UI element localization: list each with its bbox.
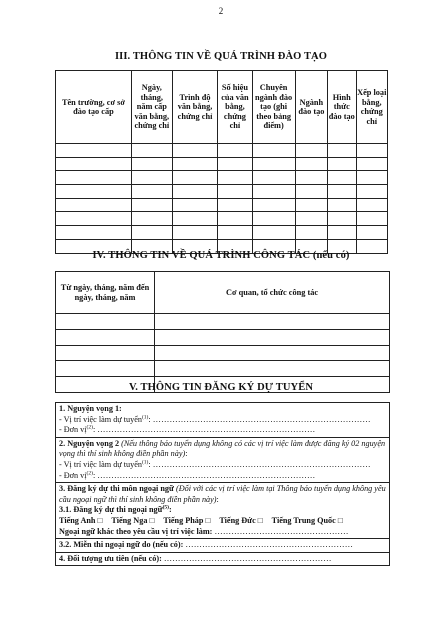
- section-3-title: III. THÔNG TIN VỀ QUÁ TRÌNH ĐÀO TẠO: [115, 51, 327, 62]
- work-history-table: [55, 271, 390, 393]
- registration-box: [55, 402, 390, 566]
- col-school: Tên trường, cơ sở đào tạo cấp: [56, 71, 132, 144]
- wish-2-position-field[interactable]: - Vị trí việc làm dự tuyển$^{(1)}$: ……………………………………………………………………: [59, 459, 371, 469]
- table-row[interactable]: [56, 345, 390, 361]
- table-row[interactable]: [56, 314, 390, 330]
- lang-note: (Đối với các vị trí việc làm tại Thông báo tuyển dụng không yêu cầu ngoại ngữ thì thí sinh không điền phần này): [59, 484, 386, 504]
- table-row[interactable]: [56, 329, 390, 345]
- lang-title: 3. Đăng ký dự thi môn ngoại ngữ: [59, 484, 174, 494]
- col-form: Hình thức đào tạo: [328, 71, 356, 144]
- wish-1-block: [55, 402, 390, 437]
- wish-2-unit-field[interactable]: - Đơn vị$^{(2)}$: ……………………………………………………………………: [59, 470, 316, 480]
- section-5-title: V. THÔNG TIN ĐĂNG KÝ DỰ TUYỂN: [128, 382, 314, 393]
- lang-german-checkbox[interactable]: Tiếng Đức □: [219, 515, 263, 525]
- other-language-field[interactable]: Ngoại ngữ khác theo yêu cầu vị trí việc làm: …………………………………………: [59, 526, 349, 536]
- col-cert-number: Số hiệu của văn bằng, chứng chỉ: [218, 71, 252, 144]
- col-specialty: Chuyên ngành đào tạo (ghi theo bảng điểm): [252, 71, 295, 144]
- wish-1-title: 1. Nguyện vọng 1:: [59, 404, 122, 413]
- training-table: [55, 70, 388, 254]
- table-row[interactable]: [56, 198, 388, 212]
- col-grade: Xếp loại bằng, chứng chỉ: [356, 71, 388, 144]
- lang-french-checkbox[interactable]: Tiếng Pháp □: [163, 515, 211, 525]
- wish-2-title: 2. Nguyện vọng 2: [59, 438, 120, 448]
- col-period: Từ ngày, tháng, năm đến ngày, tháng, năm: [56, 272, 155, 314]
- lang-russian-checkbox[interactable]: Tiếng Nga □: [111, 515, 155, 525]
- page-number: 2: [218, 6, 224, 16]
- priority-field[interactable]: 4. Đối tượng ưu tiên (nếu có): ……………………………………………………: [55, 552, 390, 566]
- wish-2-note: (Nếu thông báo tuyển dụng không có các vị trí việc làm được đăng ký 02 nguyện vọng thì thí sinh không điền phần này): [59, 438, 386, 459]
- col-issue-date: Ngày, tháng, năm cấp văn bằng, chứng chỉ: [131, 71, 172, 144]
- lang-english-checkbox[interactable]: Tiếng Anh □: [59, 515, 103, 525]
- col-organization: Cơ quan, tổ chức công tác: [155, 272, 390, 314]
- wish-1-unit-field[interactable]: - Đơn vị$^{(2)}$: ……………………………………………………………………: [59, 425, 316, 435]
- lang-chinese-checkbox[interactable]: Tiếng Trung Quốc □: [271, 515, 343, 525]
- col-level: Trình độ văn bằng, chứng chỉ: [172, 71, 218, 144]
- table-row[interactable]: [56, 171, 388, 185]
- table-row[interactable]: [56, 361, 390, 377]
- col-major: Ngành đào tạo: [295, 71, 327, 144]
- foreign-language-block: 3. Đăng ký dự thi môn ngoại ngữ (Đối với các vị trí việc làm tại Thông báo tuyển dụng không yêu cầu ngoại ngữ thì thí sinh không điền phần này): 3.1. Đăng ký dự thi ngoại ngữ$^{(5)}$: Tiếng Anh □ Tiếng Nga □ Tiếng Pháp □ Tiếng Đức □ Tiếng Trung Quốc □ Ngoại ngữ khác theo yêu cầu vị trí việc làm: …………………………………………: [55, 482, 390, 538]
- table-row[interactable]: [56, 226, 388, 240]
- wish-2-block: 2. Nguyện vọng 2 (Nếu thông báo tuyển dụng không có các vị trí việc làm được đăng ký 02 nguyện vọng thì thí sinh không điền phần này): - Vị trí việc làm dự tuyển$^{(1)}$: …………………………………………………………………… - Đơn vị$^{(2)}$: ……………………………………………………………………: [55, 437, 390, 482]
- table-row[interactable]: [56, 212, 388, 226]
- lang-sub-title: 3.1. Đăng ký dự thi ngoại ngữ$^{(5)}$:: [59, 505, 172, 515]
- table-row[interactable]: [56, 185, 388, 199]
- exemption-field[interactable]: 3.2. Miễn thi ngoại ngữ do (nếu có): ……………………………………………………: [55, 538, 390, 552]
- wish-1-position-field[interactable]: - Vị trí việc làm dự tuyển$^{(1)}$: ……………………………………………………………………: [59, 414, 371, 424]
- table-row[interactable]: [56, 144, 388, 158]
- section-4-title: IV. THÔNG TIN VỀ QUÁ TRÌNH CÔNG TÁC (nếu có): [92, 250, 350, 261]
- language-options: [59, 516, 386, 527]
- table-row[interactable]: [56, 157, 388, 171]
